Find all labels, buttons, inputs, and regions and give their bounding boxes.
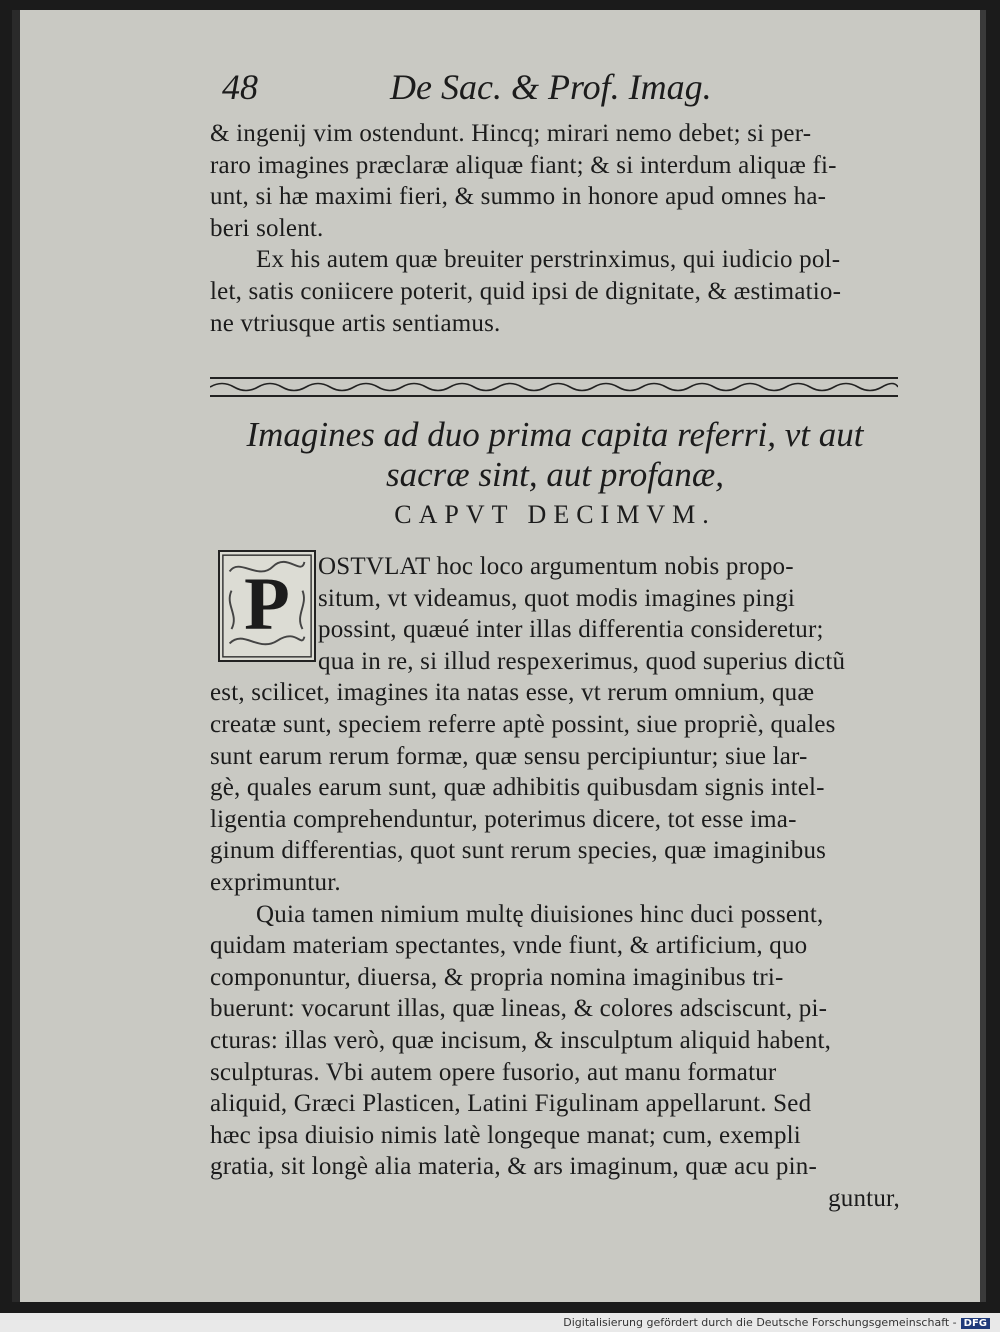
text-line: beri solent. bbox=[210, 214, 324, 242]
text-line: & ingenij vim ostendunt. Hincq; mirari nemo debet; si per- bbox=[210, 120, 812, 147]
initial-letter: P bbox=[244, 563, 290, 647]
text-line: raro imagines præclaræ aliquæ fiant; & si interdum aliquæ fi- bbox=[210, 151, 837, 179]
chapter-heading: CAPVT DECIMVM. bbox=[394, 500, 716, 529]
chapter-title-line-2: sacræ sint, aut profanæ, bbox=[385, 455, 725, 494]
text-line: est, scilicet, imagines ita natas esse, vt rerum omnium, quæ bbox=[210, 679, 815, 707]
page-header bbox=[210, 66, 900, 114]
text-line: creatæ sunt, speciem referre aptè possint, siue propriè, quales bbox=[210, 710, 836, 738]
dfg-logo: DFG bbox=[961, 1318, 990, 1329]
text-line: ginum differentias, quot sunt rerum species, quæ imaginibus bbox=[210, 837, 827, 865]
text-line: let, satis coniicere poterit, quid ipsi de dignitate, & æstimatio- bbox=[210, 277, 842, 305]
ornamental-rule bbox=[210, 376, 898, 398]
text-line: aliquid, Græci Plasticen, Latini Figulinam appellarunt. Sed bbox=[210, 1090, 812, 1118]
credit-text: Digitalisierung gefördert durch die Deutsche Forschungsgemeinschaft - bbox=[563, 1316, 957, 1329]
text-line: Quia tamen nimium multę diuisiones hinc duci possent, bbox=[256, 900, 824, 928]
text-line: sunt earum rerum formæ, quæ sensu percipiuntur; siue lar- bbox=[210, 742, 808, 770]
text-line: gratia, sit longè alia materia, & ars imaginum, quæ acu pin- bbox=[210, 1153, 817, 1181]
text-line: cturas: illas verò, quæ incisum, & insculptum aliquid habent, bbox=[210, 1026, 832, 1054]
text-line: quidam materiam spectantes, vnde fiunt, & artificium, quo bbox=[210, 932, 808, 960]
text-line: Ex his autem quæ breuiter perstrinximus, qui iudicio pol- bbox=[256, 246, 841, 274]
page-number: 48 bbox=[222, 67, 258, 107]
text-line: gè, quales earum sunt, quæ adhibitis quibusdam signis intel- bbox=[210, 774, 825, 802]
text-line: ne vtriusque artis sentiamus. bbox=[210, 309, 501, 337]
text-line: situm, vt videamus, quot modis imagines pingi bbox=[318, 584, 796, 612]
text-line: possint, quæué inter illas differentia consideretur; bbox=[318, 616, 824, 644]
chapter-title-line-1: Imagines ad duo prima capita referri, vt aut bbox=[246, 415, 864, 454]
text-line: qua in re, si illud respexerimus, quod superius dictũ bbox=[318, 647, 846, 675]
text-line: ligentia comprehenduntur, poterimus dicere, tot esse ima- bbox=[210, 805, 797, 833]
digitization-credit bbox=[563, 1316, 990, 1329]
text-line: sculpturas. Vbi autem opere fusorio, aut manu formatur bbox=[210, 1058, 777, 1086]
top-paragraph bbox=[210, 118, 900, 339]
body-paragraph bbox=[210, 551, 900, 1214]
running-title: De Sac. & Prof. Imag. bbox=[390, 67, 712, 107]
text-line: hæc ipsa diuisio nimis latè longeque manat; cum, exempli bbox=[210, 1121, 801, 1149]
text-line: buerunt: vocarunt illas, quæ lineas, & colores adsciscunt, pi- bbox=[210, 995, 828, 1023]
text-line: OSTVLAT hoc loco argumentum nobis propo- bbox=[318, 553, 794, 580]
text-line: guntur, bbox=[828, 1184, 900, 1212]
text-line: exprimuntur. bbox=[210, 868, 341, 896]
text-line: componuntur, diuersa, & propria nomina imaginibus tri- bbox=[210, 963, 784, 991]
text-line: unt, si hæ maximi fieri, & summo in honore apud omnes ha- bbox=[210, 183, 827, 211]
